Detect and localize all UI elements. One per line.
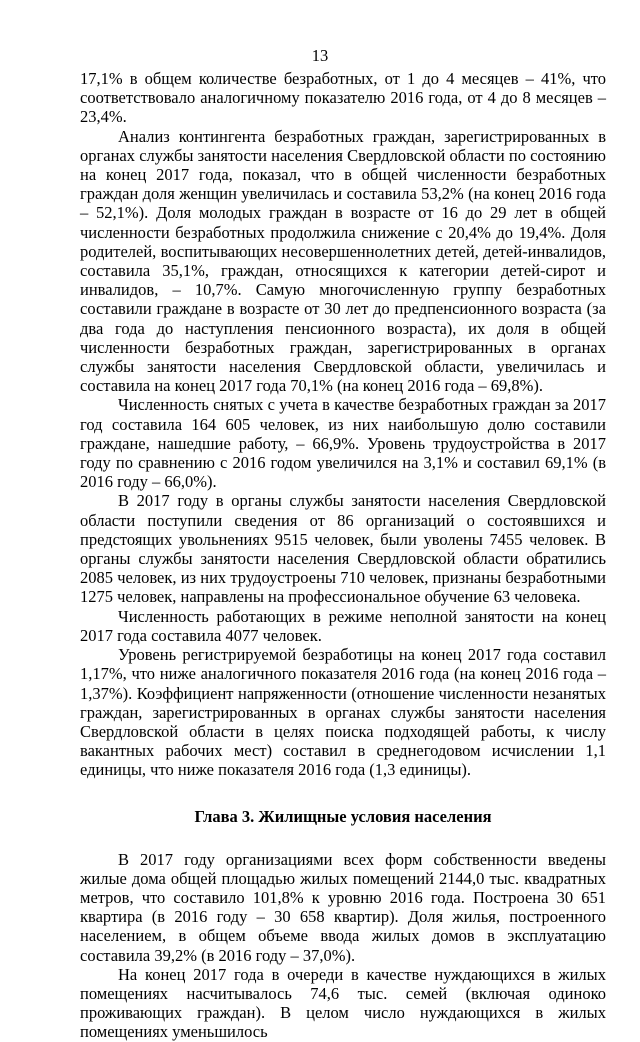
paragraph-deregistered: Численность снятых с учета в качестве безработных граждан за 2017 год составила 164 605 человек, из них наибольшую долю составили граждане, нашедшие работу, – 66,9%. Уровень трудоустройства в 2017 году по сравнению с 2016 годом увеличился на 3,1% и составил 69,1% (в 2016 году – 66,0%). <box>80 395 606 492</box>
chapter-heading: Глава 3. Жилищные условия населения <box>194 806 492 826</box>
paragraph-part-time: Численность работающих в режиме неполной занятости на конец 2017 года составила 4077 человек. <box>80 606 606 645</box>
paragraph-unemployed-contingent: Анализ контингента безработных граждан, зарегистрированных в органах службы занятости населения Свердловской области по состоянию на конец 2017 года, показал, что в общей численности безработных граждан доля женщин увеличилась и составила 53,2% (на конец 2016 года – 52,1%). Доля молодых граждан в возрасте от 16 до 29 лет в общей численности безработных продолжила снижение с 20,4% до 19,4%. Доля родителей, воспитывающих несовершеннолетних детей, детей-инвалидов, составила 35,1%, граждан, относящихся к категории детей-сирот и инвалидов, – 10,7%. Самую многочисленную группу безработных составили граждане в возрасте от 30 лет до предпенсионного возраста (за два года до наступления пенсионного возраста), их доля в общей численности безработных граждан, зарегистрированных в органах службы занятости населения Свердловской области, увеличилась и составила на конец 2017 года 70,1% (на конец 2016 года – 69,8%). <box>80 126 606 396</box>
document-body <box>80 69 606 1042</box>
paragraph-layoffs: В 2017 году в органы службы занятости населения Свердловской области поступили сведения от 86 организаций о состоявшихся и предстоящих увольнениях 9515 человек, были уволены 7455 человек. В органы службы занятости населения Свердловской области обратились 2085 человек, из них трудоустроены 710 человек, признаны безработными 1275 человек, направлены на профессиональное обучение 63 человека. <box>80 491 606 607</box>
page-number: 13 <box>311 46 329 65</box>
paragraph-continuation: 17,1% в общем количестве безработных, от 1 до 4 месяцев – 41%, что соответствовало аналогичному показателю 2016 года, от 4 до 8 месяцев – 23,4%. <box>80 69 606 127</box>
paragraph-housing-queue: На конец 2017 года в очереди в качестве нуждающихся в жилых помещениях насчитывалось 74,6 тыс. семей (включая одиноко проживающих граждан). В целом число нуждающихся в жилых помещениях уменьшилось <box>80 964 606 1042</box>
paragraph-housing-construction: В 2017 году организациями всех форм собственности введены жилые дома общей площадью жилых помещений 2144,0 тыс. квадратных метров, что составило 101,8% к уровню 2016 года. Построена 30 651 квартира (в 2016 году – 30 658 квартир). Доля жилья, построенного населением, в общем объеме ввода жилых домов в эксплуатацию составила 39,2% (в 2016 году – 37,0%). <box>80 849 606 965</box>
paragraph-unemployment-rate: Уровень регистрируемой безработицы на конец 2017 года составил 1,17%, что ниже аналогичного показателя 2016 года (на конец 2016 года – 1,37%). Коэффициент напряженности (отношение численности незанятых граждан, зарегистрированных в органах службы занятости населения Свердловской области в целях поиска подходящей работы, к числу вакантных рабочих мест) составил в среднегодовом исчислении 1,1 единицы, что ниже показателя 2016 года (1,3 единицы). <box>80 645 606 780</box>
